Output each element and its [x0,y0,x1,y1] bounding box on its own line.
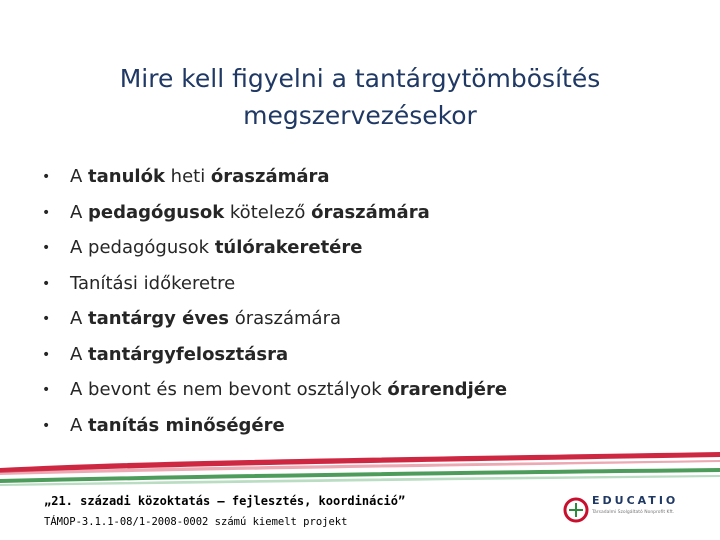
bullet-bold-text: tanítás minőségére [88,414,285,436]
bullet-text: óraszámára [229,308,342,329]
bullet-bold-text: pedagógusok [88,201,225,223]
bullet-text: Tanítási időkeretre [70,272,236,294]
bullet-text: A [70,308,89,329]
bullet-text: heti [164,166,211,187]
bullet-marker: • [42,311,51,327]
bullet-text: A [70,166,89,187]
bullet-item-6 [42,340,682,376]
bullet-item-4 [42,269,682,305]
bullet-marker: • [42,204,51,221]
bullet-bold-text: órarendjére [387,379,508,400]
decorative-flag-band [0,446,720,496]
bullet-item-8 [42,411,682,447]
title-line-2: megszervezésekor [243,101,477,130]
slide-title [60,60,660,134]
bullet-text: kötelező [224,201,312,223]
bullet-marker: • [42,417,51,434]
bullet-bold-text: tantárgyfelosztásra [88,343,289,365]
bullet-marker: • [42,169,51,185]
bullet-text: A [70,414,89,436]
bullet-marker: • [42,346,51,363]
bullet-text: A bevont és nem bevont osztályok [70,379,388,400]
bullet-item-7 [42,375,682,411]
bullet-item-2 [42,198,682,234]
bullet-text: A pedagógusok [70,237,215,258]
bullet-bold-text: óraszámára [210,166,330,187]
title-line-1: Mire kell figyelni a tantárgytömbösítés [119,64,601,93]
bullet-marker: • [42,240,51,256]
logo-subtitle: Társadalmi Szolgáltató Nonprofit Kft. [592,510,675,515]
bullet-text: A [70,343,89,365]
bullet-bold-text: túlórakeretére [214,237,363,258]
bullet-bold-text: tantárgy éves [88,308,229,329]
bullet-item-3 [42,233,682,269]
bullet-bold-text: óraszámára [311,201,430,223]
bullet-marker: • [42,382,51,398]
footer-quote: „21. századi közoktatás – fejlesztés, koordináció” [44,494,406,508]
bullet-bold-text: tanulók [88,166,165,187]
logo-wordmark: EDUCATIO [592,494,679,507]
footer-project-id: TÁMOP-3.1.1-08/1-2008-0002 számú kiemelt projekt [44,516,348,528]
bullet-item-5 [42,304,682,340]
bullet-marker: • [42,275,51,292]
bullet-text: A [70,201,89,223]
bullet-item-1 [42,162,682,198]
bullet-list [42,162,682,446]
